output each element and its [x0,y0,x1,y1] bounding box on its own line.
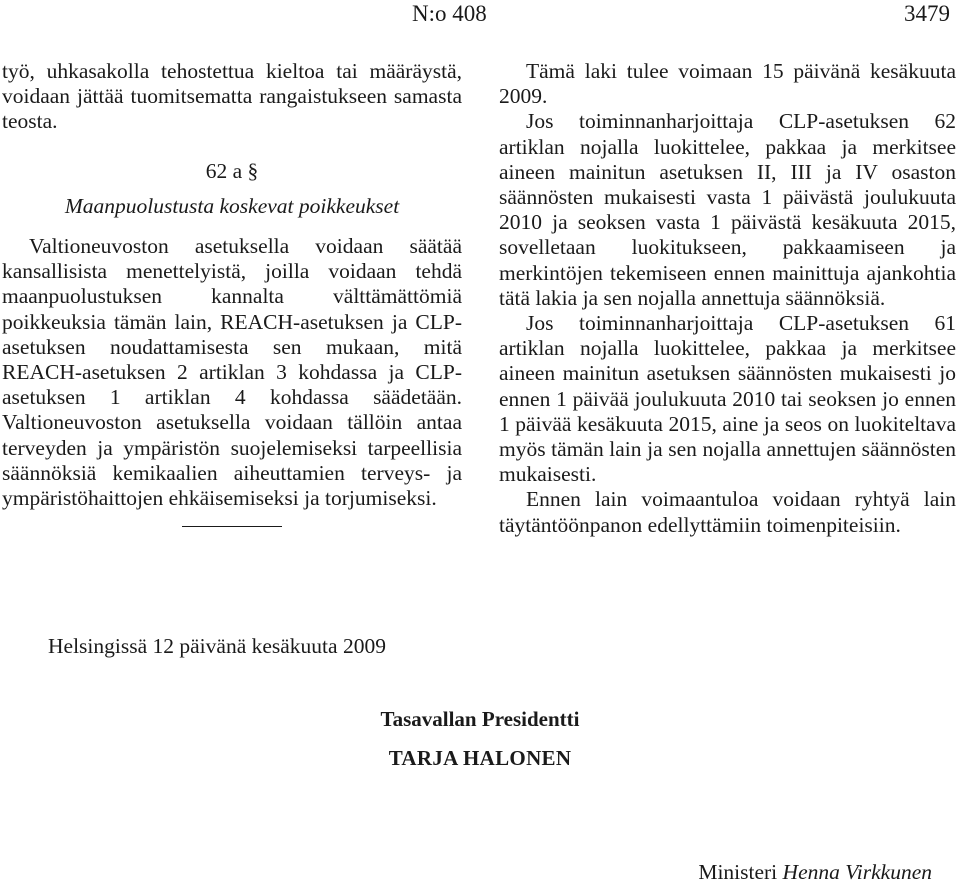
continuation-paragraph: työ, uhkasakolla tehostettua kieltoa tai määräystä, voidaan jättää tuomitsematta rangaistukseen samasta teosta. [2,59,462,134]
place-date: Helsingissä 12 päivänä kesäkuuta 2009 [48,634,386,658]
right-column [499,59,956,538]
issue-number: N:o 408 [412,1,487,26]
minister-signature [698,859,932,885]
section-number: 62 a § [205,158,259,183]
page-header [0,0,960,30]
transition-paragraph-61: Jos toiminnanharjoittaja CLP-asetuksen 61 artiklan nojalla luokittelee, pakkaa ja merkitsee aineen mainitun asetuksen säännösten mukaisesti jo ennen 1 päivää joulukuuta 2010 tai seoksen jo ennen 1 päivää kesäkuuta 2015, aine ja seos on luokiteltava myös tämän lain ja sen nojalla annettujen säännösten mukaisesti. [499,311,956,487]
minister-name: Henna Virkkunen [782,860,932,884]
implementation-paragraph: Ennen lain voimaantuloa voidaan ryhtyä lain täytäntöönpanon edellyttämiin toimenpiteisiin. [499,487,956,537]
section-body-paragraph: Valtioneuvoston asetuksella voidaan säätää kansallisista menettelyistä, joilla voidaan tehdä maanpuolustuksen kannalta välttämättömiä poikkeuksia tämän lain, REACH-asetuksen ja CLP-asetuksen noudattamisesta sen mukaan, mitä REACH-asetuksen 2 artiklan 3 kohdassa ja CLP-asetuksen 1 artiklan 4 kohdassa säädetään. Valtioneuvoston asetuksella voidaan tällöin antaa terveyden ja ympäristön suojelemiseksi tarpeellisia säännöksiä kemikaalien aiheuttamien terveys- ja ympäristöhaittojen ehkäisemiseksi ja torjumiseksi. [2,234,462,511]
section-title: Maanpuolustusta koskevat poikkeukset [64,193,400,218]
left-column [2,59,462,527]
entry-into-force-paragraph: Tämä laki tulee voimaan 15 päivänä kesäkuuta 2009. [499,59,956,109]
minister-label: Ministeri [698,860,778,884]
section-divider [182,526,282,527]
transition-paragraph-62: Jos toiminnanharjoittaja CLP-asetuksen 62 artiklan nojalla luokittelee, pakkaa ja merkitsee aineen mainitun asetuksen II, III ja IV osaston säännösten mukaisesti vasta 1 päivästä joulukuuta 2010 ja seoksen vasta 1 päivästä kesäkuuta 2015, sovelletaan luokitukseen, pakkaamiseen ja merkintöjen tekemiseen ennen mainittuja ajankohtia tätä lakia ja sen nojalla annettuja säännöksiä. [499,109,956,310]
page-number: 3479 [904,1,950,26]
president-title: Tasavallan Presidentti [380,707,580,731]
president-name: TARJA HALONEN [388,746,572,770]
